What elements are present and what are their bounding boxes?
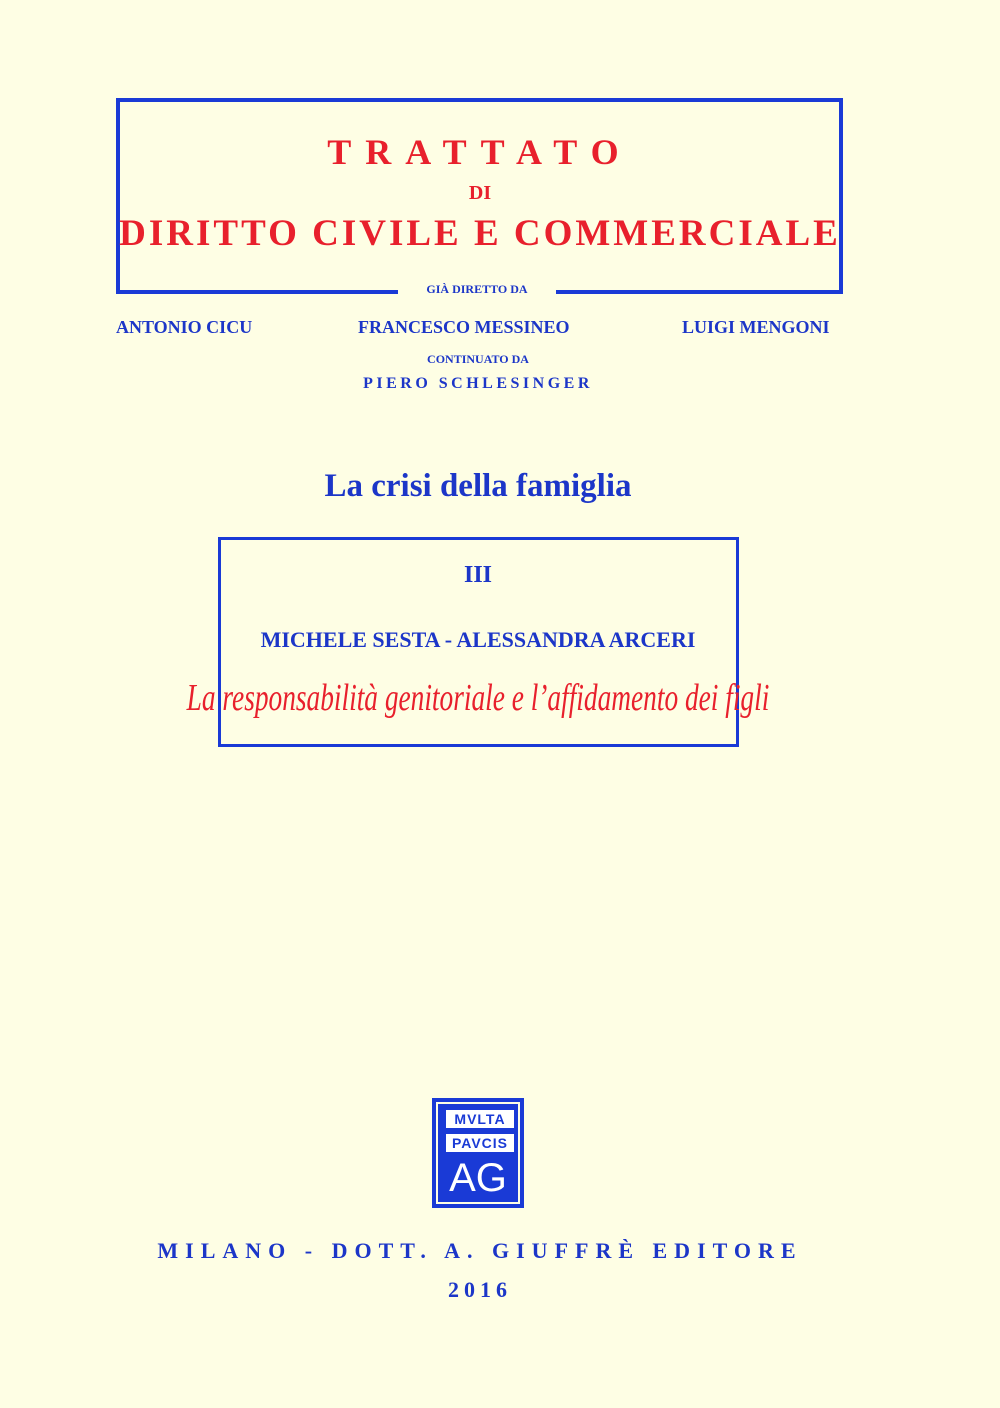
work-title: La crisi della famiglia [324,468,632,504]
continued-by-name: PIERO SCHLESINGER [363,375,593,392]
logo-text-paucis: PAVCIS [446,1134,514,1152]
editor-name: FRANCESCO MESSINEO [358,317,570,337]
series-title-trattato: TRATTATO [327,132,633,172]
logo-text-ag: AG [449,1156,507,1200]
publisher-imprint: MILANO - DOTT. A. GIUFFRÈ EDITORE [157,1238,803,1263]
editor-name: ANTONIO CICU [116,317,253,337]
volume-number: III [463,562,493,588]
series-title-main: DIRITTO CIVILE E COMMERCIALE [119,213,841,254]
continued-by-label: CONTINUATO DA [427,352,529,366]
logo-text-multa: MVLTA [446,1110,514,1128]
volume-subtitle: La responsabilità genitoriale e l’affidamento dei figli [186,677,770,719]
authors: MICHELE SESTA - ALESSANDRA ARCERI [260,627,696,652]
publisher-logo [432,1098,524,1208]
series-title-di: DI [468,182,492,204]
directed-by-label: GIÀ DIRETTO DA [398,282,556,297]
editor-name: LUIGI MENGONI [682,317,830,337]
publication-year: 2016 [448,1277,512,1302]
